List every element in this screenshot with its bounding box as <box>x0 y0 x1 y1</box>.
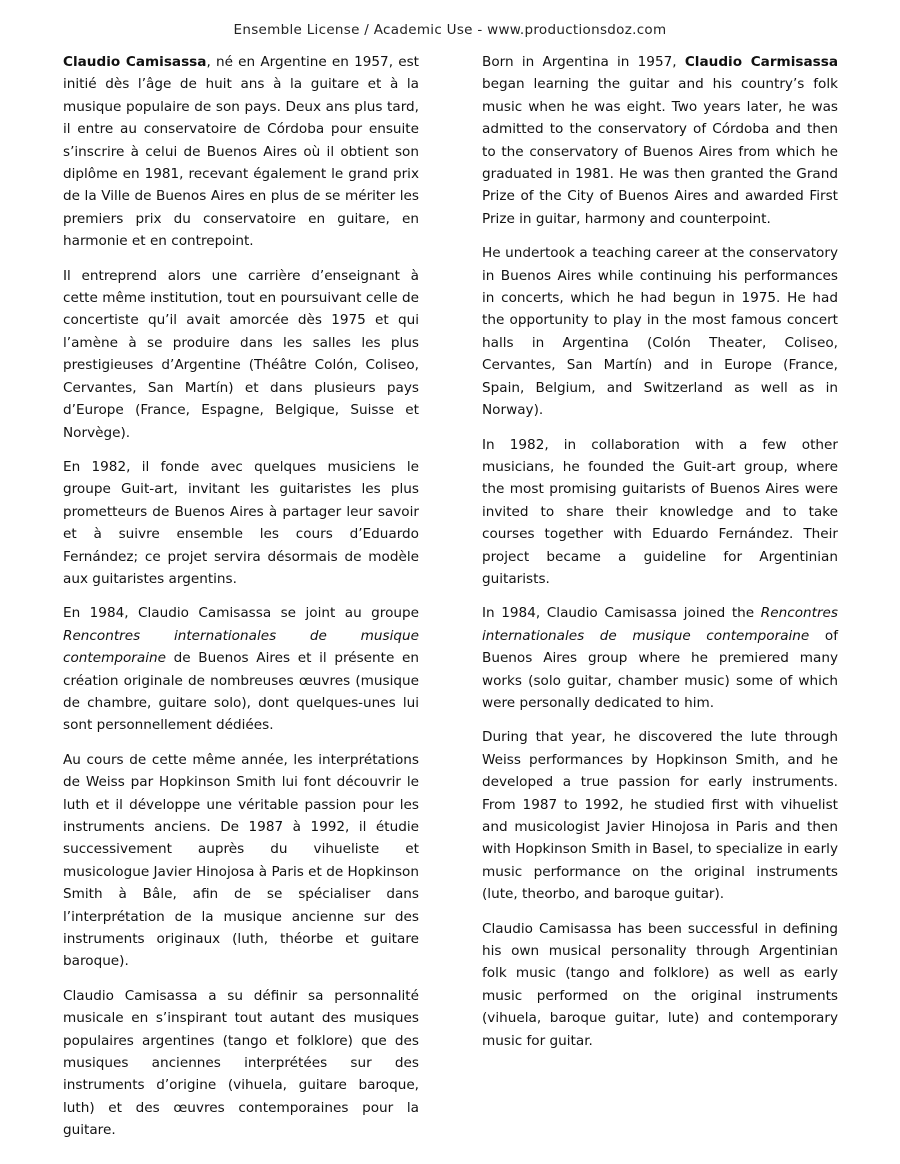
fr-paragraph-5: Au cours de cette même année, les interprétations de Weiss par Hopkinson Smith lui font découvrir le luth et il développe une véritable passion pour les instruments anciens. De 1987 à 1992, il étudie successivement auprès du vihueliste et musicologue Javier Hinojosa à Paris et de Hopkinson Smith à Bâle, afin de se spécialiser dans l’interprétation de la musique ancienne sur des instruments originaux (luth, théorbe et guitare baroque). <box>63 751 419 970</box>
en-festival-name: Rencontres internationales de musique contemporaine <box>482 605 838 644</box>
french-column <box>63 51 419 1154</box>
en-artist-name: Claudio Carmisassa <box>684 54 838 70</box>
fr-festival-name: Rencontres internationales de musique contemporaine <box>63 627 419 667</box>
fr-paragraph-2: Il entreprend alors une carrière d’enseignant à cette même institution, tout en poursuivant celle de concertiste qu’il avait amorcée dès 1975 et qui l’amène à se produire dans les salles les plus prestigieuses d’Argentine (Théâtre Colón, Coliseo, Cervantes, San Martín) et dans plusieurs pays d’Europe (France, Espagne, Belgique, Suisse et Norvège). <box>63 267 419 441</box>
en-paragraph-3: In 1982, in collaboration with a few other musicians, he founded the Guit-art group, where the most promising guitarists of Buenos Aires were invited to share their knowledge and to take courses together with Eduardo Fernández. Their project became a guideline for Argentinian guitarists. <box>482 436 838 587</box>
en-paragraph-4: In 1984, Claudio Camisassa joined the Rencontres internationales de musique contemporaine of Buenos Aires group where he premiered many works (solo guitar, chamber music) some of which were personally dedicated to him. <box>482 605 838 711</box>
fr-paragraph-6: Claudio Camisassa a su définir sa personnalité musicale en s’inspirant tout autant des musiques populaires argentines (tango et folklore) que des musiques anciennes interprétées sur des instruments d’origine (vihuela, guitare baroque, luth) et des œuvres contemporaines pour la guitare. <box>63 987 419 1139</box>
english-column <box>482 51 838 1064</box>
en-paragraph-6: Claudio Camisassa has been successful in defining his own musical personality through Argentinian folk music (tango and folklore) as well as early music performed on the original instruments (vihuela, baroque guitar, lute) and contemporary music for guitar. <box>482 920 838 1049</box>
en-paragraph-5: During that year, he discovered the lute through Weiss performances by Hopkinson Smith, and he developed a true passion for early instruments. From 1987 to 1992, he studied first with vihuelist and musicologist Javier Hinojosa in Paris and then with Hopkinson Smith in Basel, to specialize in early music performance on the original instruments (lute, theorbo, and baroque guitar). <box>482 729 838 903</box>
en-paragraph-2: He undertook a teaching career at the conservatory in Buenos Aires while continuing his performances in concerts, which he had begun in 1975. He had the opportunity to play in the most famous concert halls in Argentina (Colón Theater, Coliseo, Cervantes, San Martín) and in Europe (France, Spain, Belgium, and Switzerland as well as in Norway). <box>482 245 838 419</box>
fr-artist-name: Claudio Camisassa <box>63 54 207 70</box>
fr-paragraph-4: En 1984, Claudio Camisassa se joint au groupe Rencontres internationales de musique contemporaine de Buenos Aires et il présente en création originale de nombreuses œuvres (musique de chambre, guitare solo), dont quelques-unes lui sont personnellement dédiées. <box>63 605 419 734</box>
fr-paragraph-1: Claudio Camisassa, né en Argentine en 1957, est initié dès l’âge de huit ans à la guitare et à la musique populaire de son pays. Deux ans plus tard, il entre au conservatoire de Córdoba pour ensuite s’inscrire à celui de Buenos Aires où il obtient son diplôme en 1981, recevant également le grand prix de la Ville de Buenos Aires en plus de se mériter les premiers prix du conservatoire en guitare, en harmonie et en contrepoint. <box>63 54 419 250</box>
page-header: Ensemble License / Academic Use - www.productionsdoz.com <box>233 22 667 38</box>
fr-paragraph-3: En 1982, il fonde avec quelques musiciens le groupe Guit-art, invitant les guitaristes les plus prometteurs de Buenos Aires à partager leur savoir et à suivre ensemble les cours d’Eduardo Fernández; ce projet servira désormais de modèle aux guitaristes argentins. <box>63 458 419 587</box>
en-paragraph-1: Born in Argentina in 1957, Claudio Carmisassa began learning the guitar and his country’s folk music when he was eight. Two years later, he was admitted to the conservatory of Córdoba and then to the conservatory of Buenos Aires from which he graduated in 1981. He was then granted the Grand Prize of the City of Buenos Aires and awarded First Prize in guitar, harmony and counterpoint. <box>482 54 838 227</box>
